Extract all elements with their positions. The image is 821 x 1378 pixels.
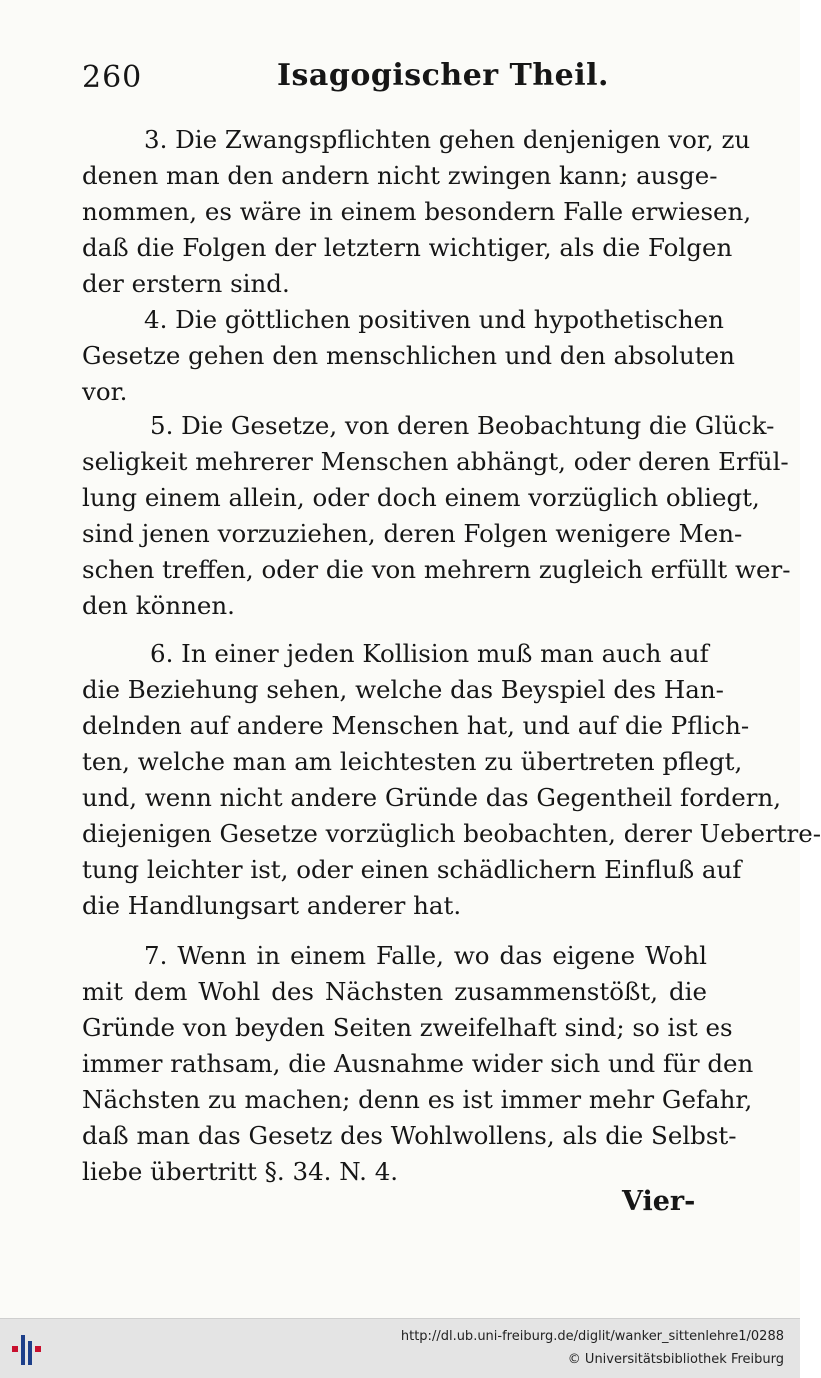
- paragraph-6: [82, 636, 821, 924]
- catchword: Vier-: [622, 1186, 696, 1217]
- text-line: Gesetze gehen den menschlichen und den absoluten: [82, 341, 735, 370]
- text-line: den können.: [82, 591, 235, 620]
- text-line: der erstern sind.: [82, 269, 290, 298]
- library-logo-icon[interactable]: [12, 1333, 42, 1367]
- text-line: 7. Wenn in einem Falle, wo das eigene Wohl: [144, 941, 707, 970]
- paragraph-3: [82, 122, 752, 302]
- text-line: diejenigen Gesetze vorzüglich beobachten, derer Uebertre-: [82, 819, 821, 848]
- text-line: seligkeit mehrerer Menschen abhängt, oder deren Erfül-: [82, 447, 789, 476]
- running-title: Isagogischer Theil.: [277, 58, 609, 93]
- text-line: 3. Die Zwangspflichten gehen denjenigen vor, zu: [144, 125, 751, 154]
- paragraph-5: [82, 408, 791, 624]
- text-line: schen treffen, oder die von mehrern zugleich erfüllt wer-: [82, 555, 791, 584]
- copyright-notice: © Universitätsbibliothek Freiburg: [567, 1352, 784, 1367]
- text-line: 5. Die Gesetze, von deren Beobachtung die Glück-: [150, 411, 775, 440]
- page-header: [82, 52, 722, 102]
- text-line: delnden auf andere Menschen hat, und auf die Pflich-: [82, 711, 750, 740]
- text-line: denen man den andern nicht zwingen kann; ausge-: [82, 161, 718, 190]
- text-line: tung leichter ist, oder einen schädlichern Einfluß auf: [82, 855, 742, 884]
- text-line: daß die Folgen der letztern wichtiger, als die Folgen: [82, 233, 733, 262]
- text-line: lung einem allein, oder doch einem vorzüglich obliegt,: [82, 483, 760, 512]
- page-number: 260: [82, 60, 143, 95]
- text-line: nommen, es wäre in einem besondern Falle erwiesen,: [82, 197, 752, 226]
- paragraph-4: [82, 302, 735, 410]
- permalink-url[interactable]: http://dl.ub.uni-freiburg.de/diglit/wanker_sittenlehre1/0288: [400, 1329, 784, 1344]
- paragraph-7: [82, 938, 754, 1190]
- text-line: 6. In einer jeden Kollision muß man auch auf: [150, 639, 709, 668]
- text-line: die Beziehung sehen, welche das Beyspiel des Han-: [82, 675, 724, 704]
- text-line: liebe übertritt §. 34. N. 4.: [82, 1157, 399, 1186]
- viewer-footer: [0, 1318, 800, 1378]
- text-line: immer rathsam, die Ausnahme wider sich und für den: [82, 1049, 754, 1078]
- text-line: Gründe von beyden Seiten zweifelhaft sind; so ist es: [82, 1013, 733, 1042]
- text-line: und, wenn nicht andere Gründe das Gegentheil fordern,: [82, 783, 782, 812]
- text-line: daß man das Gesetz des Wohlwollens, als die Selbst-: [82, 1121, 737, 1150]
- text-line: vor.: [82, 377, 128, 406]
- text-line: mit dem Wohl des Nächsten zusammenstößt, die: [82, 977, 707, 1006]
- text-line: die Handlungsart anderer hat.: [82, 891, 462, 920]
- text-line: 4. Die göttlichen positiven und hypothetischen: [144, 305, 724, 334]
- text-line: Nächsten zu machen; denn es ist immer mehr Gefahr,: [82, 1085, 753, 1114]
- text-line: sind jenen vorzuziehen, deren Folgen wenigere Men-: [82, 519, 743, 548]
- text-line: ten, welche man am leichtesten zu übertreten pflegt,: [82, 747, 743, 776]
